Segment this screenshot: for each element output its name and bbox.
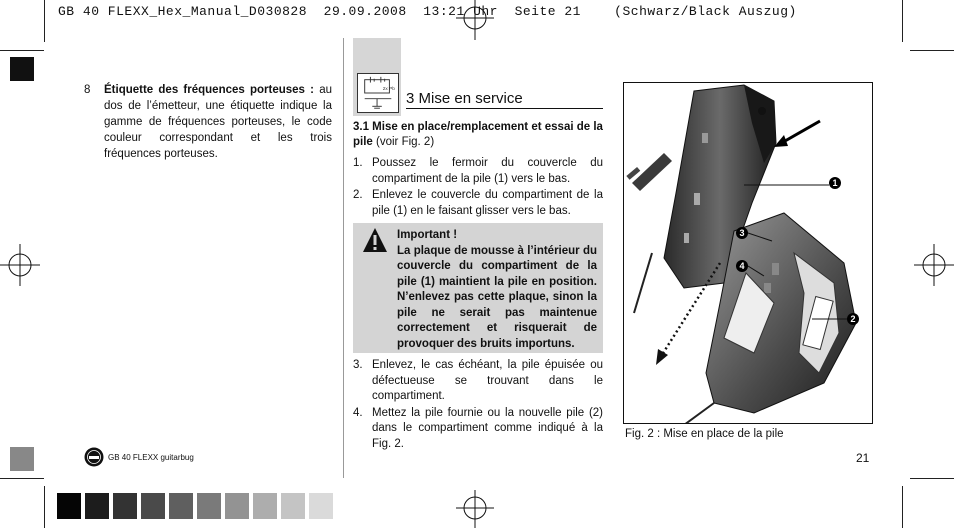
step-item xyxy=(353,358,603,405)
column-divider xyxy=(343,38,344,478)
crop-mark xyxy=(0,50,44,51)
gray-swatch xyxy=(113,493,137,519)
entry-text: au dos de l’émetteur, une étiquette indique la gamme de fréquences porteuses, le code couleur correspondant et les trois fréquences porteuses. xyxy=(104,84,332,160)
subsection-heading xyxy=(353,120,603,150)
step-number: 3. xyxy=(353,359,363,371)
steps-list-a xyxy=(353,156,603,220)
registration-mark-icon xyxy=(912,244,954,286)
crop-mark xyxy=(902,486,903,528)
gray-swatch xyxy=(225,493,249,519)
step-item xyxy=(353,188,603,219)
step-text: Enlevez, le cas échéant, la pile épuisée ou défectueuse se trouvant dans le compartiment. xyxy=(372,359,603,402)
important-heading: Important ! xyxy=(397,229,458,241)
gray-swatch xyxy=(281,493,305,519)
crop-mark xyxy=(44,0,45,42)
gray-swatch xyxy=(253,493,277,519)
step-item xyxy=(353,406,603,453)
figure-caption: Fig. 2 : Mise en place de la pile xyxy=(625,428,784,440)
important-notice-text xyxy=(397,228,597,352)
gray-swatch xyxy=(57,493,81,519)
gray-swatch xyxy=(309,493,333,519)
section-title: 3 Mise en service xyxy=(406,90,603,109)
callout-3: 3 xyxy=(739,228,745,238)
subsection-title: 3.1 Mise en place/remplacement et essai de la pile xyxy=(353,121,603,148)
callout-2: 2 xyxy=(850,314,856,324)
registration-mark-icon xyxy=(452,0,498,40)
step-text: Poussez le fermoir du couvercle du compartiment de la pile (1) vers le bas. xyxy=(372,157,603,185)
entry-body xyxy=(104,82,332,162)
gray-swatch xyxy=(169,493,193,519)
black-side-tab xyxy=(10,57,34,81)
grey-side-tab xyxy=(10,447,34,471)
crop-mark xyxy=(44,486,45,528)
entry-term: Étiquette des fréquences porteuses : xyxy=(104,84,314,96)
gray-swatch xyxy=(197,493,221,519)
transmitter-illustration xyxy=(624,83,873,424)
callout-1: 1 xyxy=(832,178,838,188)
step-text: Mettez la pile fournie ou la nouvelle pile (2) dans le compartiment comme indiqué à la Fig. 2. xyxy=(372,406,603,450)
steps-list-b xyxy=(353,358,603,453)
battery-insertion-figure xyxy=(623,82,873,424)
step-number: 1. xyxy=(353,157,363,169)
akg-logo xyxy=(84,447,104,467)
crop-mark xyxy=(902,0,903,42)
carrier-frequency-label-entry xyxy=(84,82,332,162)
battery-icon-label: 2x Pb xyxy=(382,87,395,93)
registration-mark-icon xyxy=(452,490,498,528)
subsection-ref: (voir Fig. 2) xyxy=(372,136,435,148)
crop-mark xyxy=(0,478,44,479)
battery-circuit-icon xyxy=(357,73,399,113)
registration-mark-icon xyxy=(0,244,42,286)
important-body: La plaque de mousse à l’intérieur du couvercle du compartiment de la pile (1) maintient la pile en position. N’enlevez pas cette plaque, sinon la pile ne serait pas maintenue correctement et risquerait de provoquer des bruits importuns. xyxy=(397,244,597,350)
crop-mark xyxy=(910,478,954,479)
step-text: Enlevez le couvercle du compartiment de la pile (1) en le faisant glisser vers le bas. xyxy=(372,189,603,217)
gray-swatch xyxy=(85,493,109,519)
step-number: 4. xyxy=(353,406,363,419)
gray-swatch xyxy=(141,493,165,519)
print-header: GB 40 FLEXX_Hex_Manual_D030828 29.09.2008 13:21 Uhr Seite 21 (Schwarz/Black Auszug) xyxy=(58,4,797,19)
warning-exclamation-icon xyxy=(362,227,388,253)
step-number: 2. xyxy=(353,189,363,201)
grayscale-color-bar xyxy=(57,493,337,519)
footer-product-name: GB 40 FLEXX guitarbug xyxy=(108,453,194,462)
step-item xyxy=(353,156,603,187)
callout-4: 4 xyxy=(739,261,745,271)
page-number: 21 xyxy=(856,451,870,465)
entry-number: 8 xyxy=(84,84,91,96)
crop-mark xyxy=(910,50,954,51)
